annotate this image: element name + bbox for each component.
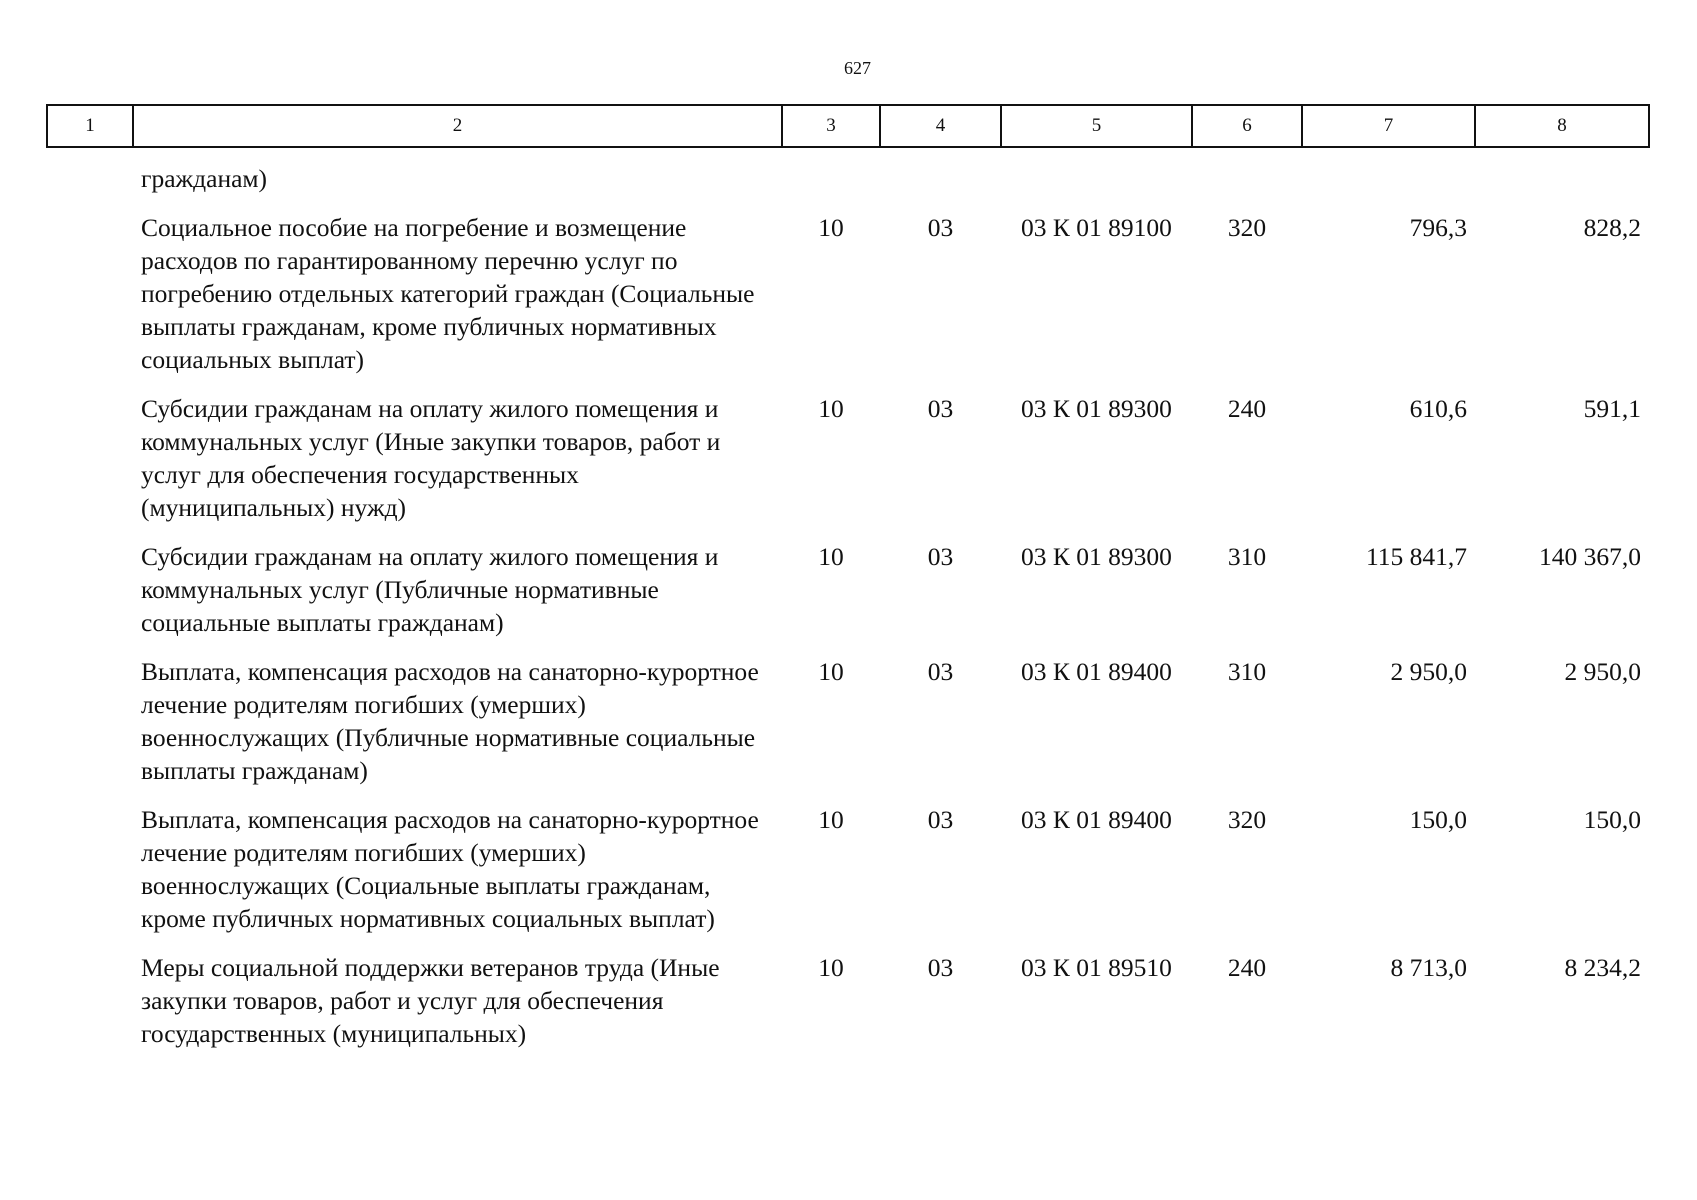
row-expense-type: 310 xyxy=(1227,542,1267,571)
cell-empty xyxy=(1302,147,1475,211)
cell-col-1 xyxy=(47,655,133,803)
row-expense-type: 310 xyxy=(1227,657,1267,686)
row-section: 10 xyxy=(818,213,844,242)
continuation-text: гражданам) xyxy=(141,164,268,193)
row-section: 10 xyxy=(818,394,844,423)
row-amount-1: 115 841,7 xyxy=(1365,542,1467,571)
row-name: Меры социальной поддержки ветеранов труда (Иные закупки товаров, работ и услуг для обеспечения государственных (муниципальных) xyxy=(141,953,720,1048)
row-section: 10 xyxy=(818,805,844,834)
budget-table xyxy=(46,104,1650,1066)
row-target-code: 03 К 01 89510 xyxy=(1021,953,1172,982)
cell-empty xyxy=(880,147,1001,211)
row-subsection: 03 xyxy=(927,657,954,686)
row-target-code: 03 К 01 89400 xyxy=(1021,805,1172,834)
header-col-1: 1 xyxy=(47,105,133,147)
row-name: Субсидии гражданам на оплату жилого помещения и коммунальных услуг (Публичные нормативные социальные выплаты гражданам) xyxy=(141,542,719,637)
header-col-8: 8 xyxy=(1475,105,1649,147)
cell-col-1 xyxy=(47,211,133,392)
row-subsection: 03 xyxy=(927,542,954,571)
cell-empty xyxy=(782,147,880,211)
cell-col-1 xyxy=(47,951,133,1066)
row-target-code: 03 К 01 89100 xyxy=(1021,213,1172,242)
continuation-row xyxy=(47,147,1649,211)
table-row xyxy=(47,655,1649,803)
row-amount-1: 8 713,0 xyxy=(1390,953,1467,982)
page-number: 627 xyxy=(844,58,871,78)
row-name: Субсидии гражданам на оплату жилого помещения и коммунальных услуг (Иные закупки товаров, работ и услуг для обеспечения государственных (муниципальных) нужд) xyxy=(141,394,721,522)
row-expense-type: 320 xyxy=(1227,805,1267,834)
row-section: 10 xyxy=(818,542,844,571)
row-subsection: 03 xyxy=(927,953,954,982)
cell-empty xyxy=(1001,147,1192,211)
row-amount-2: 828,2 xyxy=(1583,213,1641,242)
table-row xyxy=(47,803,1649,951)
cell-col-1 xyxy=(47,803,133,951)
header-col-3: 3 xyxy=(782,105,880,147)
row-amount-1: 796,3 xyxy=(1409,213,1467,242)
row-subsection: 03 xyxy=(927,394,954,423)
row-amount-1: 150,0 xyxy=(1409,805,1467,834)
cell-col-1 xyxy=(47,392,133,540)
table-row xyxy=(47,211,1649,392)
header-row xyxy=(47,105,1649,147)
row-target-code: 03 К 01 89400 xyxy=(1021,657,1172,686)
row-name: Социальное пособие на погребение и возмещение расходов по гарантированному перечню услуг по погребению отдельных категорий граждан (Социальные выплаты гражданам, кроме публичных нормативных социальных выплат) xyxy=(141,213,755,374)
row-amount-2: 591,1 xyxy=(1583,394,1641,423)
table-header xyxy=(47,105,1649,147)
cell-empty xyxy=(1475,147,1649,211)
row-expense-type: 240 xyxy=(1227,394,1267,423)
row-expense-type: 320 xyxy=(1227,213,1267,242)
row-section: 10 xyxy=(818,953,844,982)
row-target-code: 03 К 01 89300 xyxy=(1021,394,1172,423)
table-body xyxy=(47,147,1649,1066)
header-col-7: 7 xyxy=(1302,105,1475,147)
row-subsection: 03 xyxy=(927,805,954,834)
cell-col-1 xyxy=(47,540,133,655)
row-amount-2: 2 950,0 xyxy=(1564,657,1641,686)
row-amount-2: 140 367,0 xyxy=(1539,542,1641,571)
row-amount-1: 610,6 xyxy=(1409,394,1467,423)
cell-empty xyxy=(1192,147,1302,211)
cell-col-1 xyxy=(47,147,133,211)
row-name: Выплата, компенсация расходов на санаторно-курортное лечение родителям погибших (умерших) военнослужащих (Социальные выплаты гражданам, кроме публичных нормативных социальных выплат) xyxy=(141,805,759,933)
row-target-code: 03 К 01 89300 xyxy=(1021,542,1172,571)
row-amount-2: 150,0 xyxy=(1583,805,1641,834)
header-col-2: 2 xyxy=(133,105,782,147)
table-row xyxy=(47,392,1649,540)
row-name: Выплата, компенсация расходов на санаторно-курортное лечение родителям погибших (умерших) военнослужащих (Публичные нормативные социальные выплаты гражданам) xyxy=(141,657,759,785)
row-amount-2: 8 234,2 xyxy=(1564,953,1641,982)
table-row xyxy=(47,540,1649,655)
header-col-5: 5 xyxy=(1001,105,1192,147)
row-subsection: 03 xyxy=(927,213,954,242)
row-expense-type: 240 xyxy=(1227,953,1267,982)
row-section: 10 xyxy=(818,657,844,686)
header-col-6: 6 xyxy=(1192,105,1302,147)
header-col-4: 4 xyxy=(880,105,1001,147)
row-amount-1: 2 950,0 xyxy=(1390,657,1467,686)
table-row xyxy=(47,951,1649,1066)
